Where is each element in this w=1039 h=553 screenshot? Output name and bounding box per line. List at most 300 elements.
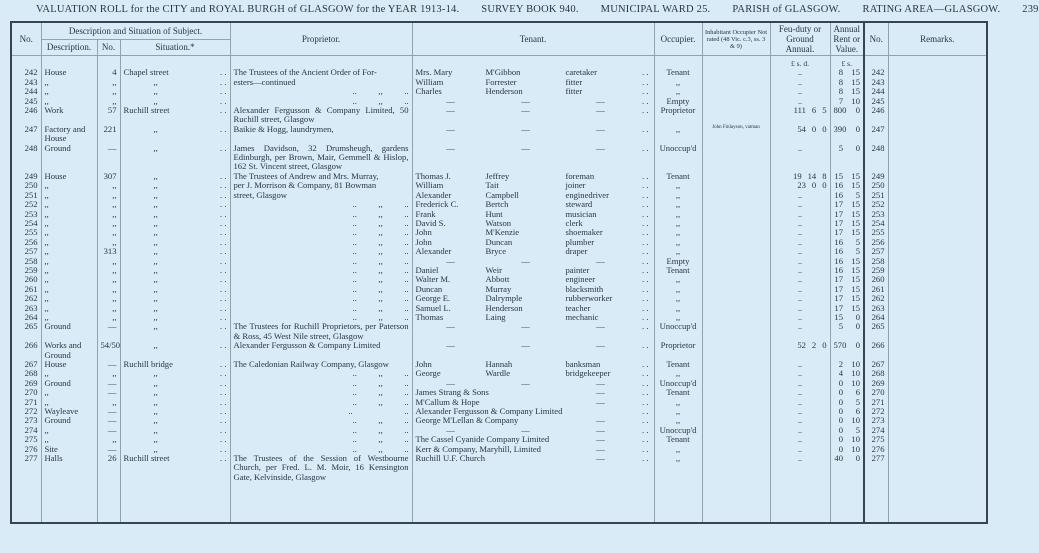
description: ,, (41, 285, 97, 294)
proprietor: per J. Morrison & Company, 81 Bowman (230, 181, 412, 190)
street-number: 57 (97, 106, 120, 125)
entry-number: 277 (11, 454, 41, 523)
col-tenant: Tenant. (412, 22, 654, 56)
feu-duty: .. (770, 200, 830, 209)
tenant-first-name: Thomas J. (415, 170, 451, 181)
table-row (11, 341, 987, 360)
proprietor: .. ,, .. (230, 247, 412, 256)
situation-line (124, 407, 227, 416)
situation-text: ,, (153, 274, 158, 285)
situation (120, 181, 230, 190)
leader-dots: . . (220, 95, 227, 106)
entry-number: 249 (11, 172, 41, 181)
tenant-occupation: — (596, 105, 605, 116)
entry-number-right: 269 (864, 379, 888, 388)
tenant-first-name: Charles (415, 86, 442, 97)
annual-rent (830, 454, 864, 523)
tenant-occupation: musician (565, 208, 597, 219)
street-number: ,, (97, 398, 120, 407)
entry-number: 244 (11, 87, 41, 96)
tenant-occupation: blacksmith (565, 283, 604, 294)
col-no-right: No. (864, 22, 888, 56)
rent-pounds: 0 (838, 396, 843, 407)
entry-number-right: 260 (864, 275, 888, 284)
inhabitant-occupier (702, 144, 770, 172)
tenant-occupation: foreman (565, 170, 595, 181)
remarks (888, 266, 987, 275)
entry-number-right: 255 (864, 228, 888, 237)
leader-dots: . . (642, 377, 649, 388)
rent-pounds: 40 (834, 453, 843, 464)
remarks (888, 322, 987, 341)
occupier: ,, (654, 238, 702, 247)
tenant-occupation: banksman (565, 359, 601, 369)
street-number: 307 (97, 172, 120, 181)
street-number: ,, (97, 181, 120, 190)
tenant-occupation: shoemaker (565, 227, 603, 238)
description: Works and Ground (41, 341, 97, 360)
survey-book: SURVEY BOOK 940. (481, 4, 579, 15)
col-description: Description. (41, 39, 97, 55)
tenant-first-name: — (446, 123, 455, 134)
tenant-surname: Wardle (485, 368, 511, 379)
street-number: — (97, 379, 120, 388)
proprietor: .. ,, .. (230, 445, 412, 454)
proprietor: .. ,, .. (230, 200, 412, 209)
tenant-name: Ruchill U.F. Church (415, 453, 485, 464)
situation-text: ,, (153, 236, 158, 247)
remarks (888, 341, 987, 360)
rent-pounds: 17 (834, 199, 843, 210)
inhabitant-occupier (702, 426, 770, 435)
feu-duty (770, 341, 830, 360)
proprietor: .. ,, .. (230, 219, 412, 228)
feu-duty: .. (770, 257, 830, 266)
remarks (888, 398, 987, 407)
situation (120, 275, 230, 284)
feu-pounds: 23 (797, 180, 806, 191)
entry-number: 269 (11, 379, 41, 388)
rent-pounds: 8 (838, 76, 843, 87)
leader-dots: . . (642, 311, 649, 322)
annual-rent (830, 341, 864, 360)
inhabitant-occupier (702, 247, 770, 256)
feu-duty: .. (770, 285, 830, 294)
rent-pounds: 0 (838, 443, 843, 454)
situation-text: ,, (153, 199, 158, 210)
occupier: Tenant (654, 435, 702, 444)
street-number: ,, (97, 228, 120, 237)
proprietor: Alexander Fergusson & Company Limited (230, 341, 412, 360)
leader-dots: . . (642, 340, 649, 351)
occupier: ,, (654, 200, 702, 209)
remarks (888, 407, 987, 416)
rent-shillings: 10 (851, 368, 860, 379)
occupier: Unoccup'd (654, 379, 702, 388)
tenant-occupation: draper (565, 246, 588, 257)
proprietor: .. ,, .. (230, 398, 412, 407)
proprietor: The Caledonian Railway Company, Glasgow (230, 360, 412, 369)
tenant-occupation: bridgekeeper (565, 368, 611, 379)
tenant (412, 257, 654, 266)
rent-pounds: 570 (833, 340, 847, 351)
occupier: ,, (654, 210, 702, 219)
leader-dots: . . (220, 293, 227, 304)
inhabitant-occupier (702, 78, 770, 87)
tenant-line (416, 257, 651, 266)
parish: PARISH of GLASGOW. (732, 4, 841, 15)
table-row (11, 454, 987, 523)
description: ,, (41, 219, 97, 228)
leader-dots: . . (642, 217, 649, 228)
rent-pounds: 390 (833, 123, 847, 134)
tenant-occupation: fitter (565, 76, 583, 87)
occupier: ,, (654, 228, 702, 237)
description: Wayleave (41, 407, 97, 416)
situation-line (124, 426, 227, 435)
feu-duty: .. (770, 369, 830, 378)
rent-shillings: 0 (855, 340, 860, 351)
street-number: ,, (97, 78, 120, 87)
tenant-first-name: Duncan (415, 283, 443, 294)
tenant-surname: Forrester (485, 76, 517, 87)
rent-shillings: 5 (855, 396, 860, 407)
tenant-occupation: — (596, 396, 605, 407)
tenant-line (416, 106, 651, 115)
description: Ground (41, 144, 97, 172)
tenant-first-name: — (446, 105, 455, 116)
entry-number-right: 252 (864, 200, 888, 209)
inhabitant-occupier (702, 407, 770, 416)
entry-number: 247 (11, 125, 41, 144)
tenant-occupation: painter (565, 264, 590, 275)
remarks (888, 125, 987, 144)
situation-line (124, 247, 227, 256)
entry-number: 245 (11, 97, 41, 106)
remarks (888, 219, 987, 228)
rent-pounds: 0 (838, 434, 843, 445)
tenant-occupation: — (596, 443, 605, 454)
entry-number: 250 (11, 181, 41, 190)
situation-line (124, 266, 227, 275)
col-no-sub: No. (97, 39, 120, 55)
entry-number-right: 247 (864, 125, 888, 144)
rating-area: RATING AREA—GLASGOW. (862, 4, 1001, 15)
situation-text: ,, (153, 321, 158, 332)
description: ,, (41, 210, 97, 219)
entry-number: 271 (11, 398, 41, 407)
roll-title: VALUATION ROLL for the CITY and ROYAL BURGH of GLASGOW for the YEAR 1913-14. (36, 4, 460, 15)
rent-pounds: 17 (834, 274, 843, 285)
tenant-name: Alexander Fergusson & Company Limited (415, 406, 563, 417)
description: ,, (41, 228, 97, 237)
rent-shillings: 0 (855, 311, 860, 322)
municipal-ward: MUNICIPAL WARD 25. (600, 4, 711, 15)
situation-text: Ruchill street (123, 453, 170, 464)
situation-text: ,, (153, 293, 158, 304)
remarks (888, 285, 987, 294)
rent-amount (834, 106, 861, 115)
leader-dots: . . (642, 199, 649, 210)
situation-line (124, 322, 227, 331)
tenant-first-name: — (446, 340, 455, 351)
occupier: Tenant (654, 388, 702, 397)
situation-line (124, 379, 227, 388)
tenant-surname: Hannah (485, 359, 513, 369)
entry-number-right: 256 (864, 238, 888, 247)
leader-dots: . . (642, 443, 649, 454)
leader-dots: . . (220, 255, 227, 266)
leader-dots: . . (220, 199, 227, 210)
leader-dots: . . (642, 293, 649, 304)
leader-dots: . . (220, 340, 227, 351)
rent-pounds: 0 (838, 387, 843, 398)
rent-amount (834, 322, 861, 331)
street-number: ,, (97, 238, 120, 247)
entry-number-right: 249 (864, 172, 888, 181)
proprietor: .. ,, .. (230, 97, 412, 106)
description: ,, (41, 275, 97, 284)
situation-line (124, 106, 227, 115)
inhabitant-occupier (702, 68, 770, 77)
proprietor: .. ,, .. (230, 379, 412, 388)
tenant-name: James Strang & Sons (415, 387, 489, 398)
tenant-line (416, 360, 651, 369)
rent-pounds: 0 (838, 406, 843, 417)
situation (120, 294, 230, 303)
rent-shillings: 0 (855, 105, 860, 116)
rent-shillings: 15 (851, 255, 860, 266)
occupier: Tenant (654, 172, 702, 181)
tenant-surname: Bryce (485, 246, 507, 257)
street-number: — (97, 388, 120, 397)
leader-dots: . . (220, 311, 227, 322)
street-number: 221 (97, 125, 120, 144)
tenant-first-name: David S. (415, 217, 446, 228)
street-number: ,, (97, 266, 120, 275)
situation-text: ,, (153, 434, 158, 445)
proprietor: .. ,, .. (230, 228, 412, 237)
entry-number: 248 (11, 144, 41, 172)
entry-number: 251 (11, 191, 41, 200)
rent-shillings: 5 (855, 424, 860, 435)
col-desc-group-head: Description and Situation of Subject. (41, 22, 230, 39)
description: ,, (41, 97, 97, 106)
tenant-first-name: Thomas (415, 311, 444, 322)
proprietor: esters—continued (230, 78, 412, 87)
proprietor: .. ,, .. (230, 285, 412, 294)
street-number: ,, (97, 435, 120, 444)
leader-dots: . . (220, 387, 227, 398)
feu-duty: .. (770, 238, 830, 247)
street-number: 313 (97, 247, 120, 256)
col-occupier: Occupier. (654, 22, 702, 56)
tenant-occupation: — (596, 255, 605, 266)
leader-dots: . . (642, 170, 649, 181)
description: ,, (41, 238, 97, 247)
feu-duty: .. (770, 398, 830, 407)
tenant-line (416, 228, 651, 237)
entry-number: 258 (11, 257, 41, 266)
street-number: ,, (97, 191, 120, 200)
rent-shillings: 0 (855, 321, 860, 332)
situation (120, 68, 230, 77)
tenant (412, 125, 654, 144)
entry-number: 268 (11, 369, 41, 378)
table-row (11, 144, 987, 172)
entry-number-right: 254 (864, 219, 888, 228)
remarks (888, 435, 987, 444)
occupier: ,, (654, 407, 702, 416)
description: Ground (41, 416, 97, 425)
rent-pounds: 15 (834, 170, 843, 181)
inhabitant-occupier (702, 416, 770, 425)
occupier: Empty (654, 257, 702, 266)
tenant-first-name: John (415, 236, 432, 247)
entry-number: 259 (11, 266, 41, 275)
tenant-first-name: Alexander (415, 246, 452, 257)
description: ,, (41, 87, 97, 96)
proprietor: .. ,, .. (230, 426, 412, 435)
entry-number-right: 275 (864, 435, 888, 444)
feu-duty: .. (770, 275, 830, 284)
rent-pounds: 16 (834, 189, 843, 200)
entry-number: 263 (11, 304, 41, 313)
tenant-surname: — (521, 340, 530, 351)
proprietor: .. ,, .. (230, 238, 412, 247)
proprietor: Alexander Fergusson & Company Limited, 50 Ruchill street, Glasgow (230, 106, 412, 125)
situation-line (124, 78, 227, 87)
tenant-surname: — (521, 255, 530, 266)
situation (120, 106, 230, 125)
leader-dots: . . (642, 415, 649, 426)
tenant-first-name: — (446, 142, 455, 153)
situation-line (124, 313, 227, 322)
entry-number: 266 (11, 341, 41, 360)
street-number: ,, (97, 275, 120, 284)
street-number: 4 (97, 68, 120, 77)
proprietor: .. ,, .. (230, 210, 412, 219)
remarks (888, 388, 987, 397)
remarks (888, 210, 987, 219)
entry-number: 252 (11, 200, 41, 209)
rent-pounds: 16 (834, 180, 843, 191)
situation (120, 379, 230, 388)
situation-line (124, 125, 227, 134)
situation-text: ,, (153, 142, 158, 153)
leader-dots: . . (220, 321, 227, 332)
entry-number-right: 248 (864, 144, 888, 172)
tenant-surname: Murray (485, 283, 512, 294)
rent-units: £ s. (830, 56, 864, 69)
entry-number: 267 (11, 360, 41, 369)
situation-line (124, 341, 227, 350)
rent-pounds: 17 (834, 208, 843, 219)
occupier: Tenant (654, 68, 702, 77)
feu-duty: .. (770, 294, 830, 303)
occupier: ,, (654, 275, 702, 284)
tenant-occupation: — (596, 387, 605, 398)
feu-duty (770, 125, 830, 144)
leader-dots: . . (642, 105, 649, 116)
feu-duty: .. (770, 388, 830, 397)
leader-dots: . . (220, 283, 227, 294)
feu-duty: .. (770, 435, 830, 444)
description: ,, (41, 304, 97, 313)
street-number: ,, (97, 97, 120, 106)
leader-dots: . . (642, 359, 649, 369)
remarks (888, 144, 987, 172)
situation-line (124, 144, 227, 153)
proprietor: .. .. (230, 407, 412, 416)
entry-number: 243 (11, 78, 41, 87)
inhabitant-occupier (702, 97, 770, 106)
leader-dots: . . (642, 368, 649, 379)
tenant (412, 341, 654, 360)
inhabitant-occupier (702, 219, 770, 228)
tenant-surname: — (521, 95, 530, 106)
leader-dots: . . (220, 227, 227, 238)
entry-number: 254 (11, 219, 41, 228)
tenant-first-name: George (415, 368, 441, 379)
description: ,, (41, 257, 97, 266)
tenant-surname: Bertch (485, 199, 509, 210)
feu-duty: .. (770, 407, 830, 416)
tenant (412, 106, 654, 125)
entry-number: 273 (11, 416, 41, 425)
rent-pounds: 17 (834, 302, 843, 313)
leader-dots: . . (220, 86, 227, 97)
entry-number-right: 264 (864, 313, 888, 322)
tenant-surname: — (521, 142, 530, 153)
tenant-line (416, 200, 651, 209)
tenant-surname: Henderson (485, 86, 523, 97)
situation-text: ,, (153, 415, 158, 426)
tenant-occupation: teacher (565, 302, 591, 313)
entry-number: 274 (11, 426, 41, 435)
occupier: ,, (654, 78, 702, 87)
feu-duty: .. (770, 247, 830, 256)
tenant-line (416, 144, 651, 153)
tenant-first-name: Mrs. Mary (415, 67, 453, 78)
tenant-occupation: — (596, 377, 605, 388)
occupier: ,, (654, 285, 702, 294)
annual-rent (830, 106, 864, 125)
inhabitant-occupier (702, 388, 770, 397)
situation (120, 426, 230, 435)
rent-pounds: 17 (834, 293, 843, 304)
tenant-occupation: — (596, 340, 605, 351)
situation-line (124, 210, 227, 219)
tenant-occupation: caretaker (565, 67, 597, 78)
remarks (888, 275, 987, 284)
entry-number: 276 (11, 445, 41, 454)
tenant-surname: M'Kenzie (485, 227, 520, 238)
tenant-surname: Henderson (485, 302, 523, 313)
tenant (412, 200, 654, 209)
remarks (888, 257, 987, 266)
situation-text: ,, (153, 180, 158, 191)
feu-units: £ s. d. (770, 56, 830, 69)
situation (120, 219, 230, 228)
col-situation: Situation.* (120, 39, 230, 55)
street-number: 26 (97, 454, 120, 523)
rent-pounds: 8 (838, 67, 843, 78)
rent-pounds: 16 (834, 255, 843, 266)
situation-text: ,, (153, 255, 158, 266)
feu-duty: .. (770, 313, 830, 322)
feu-duty: .. (770, 416, 830, 425)
